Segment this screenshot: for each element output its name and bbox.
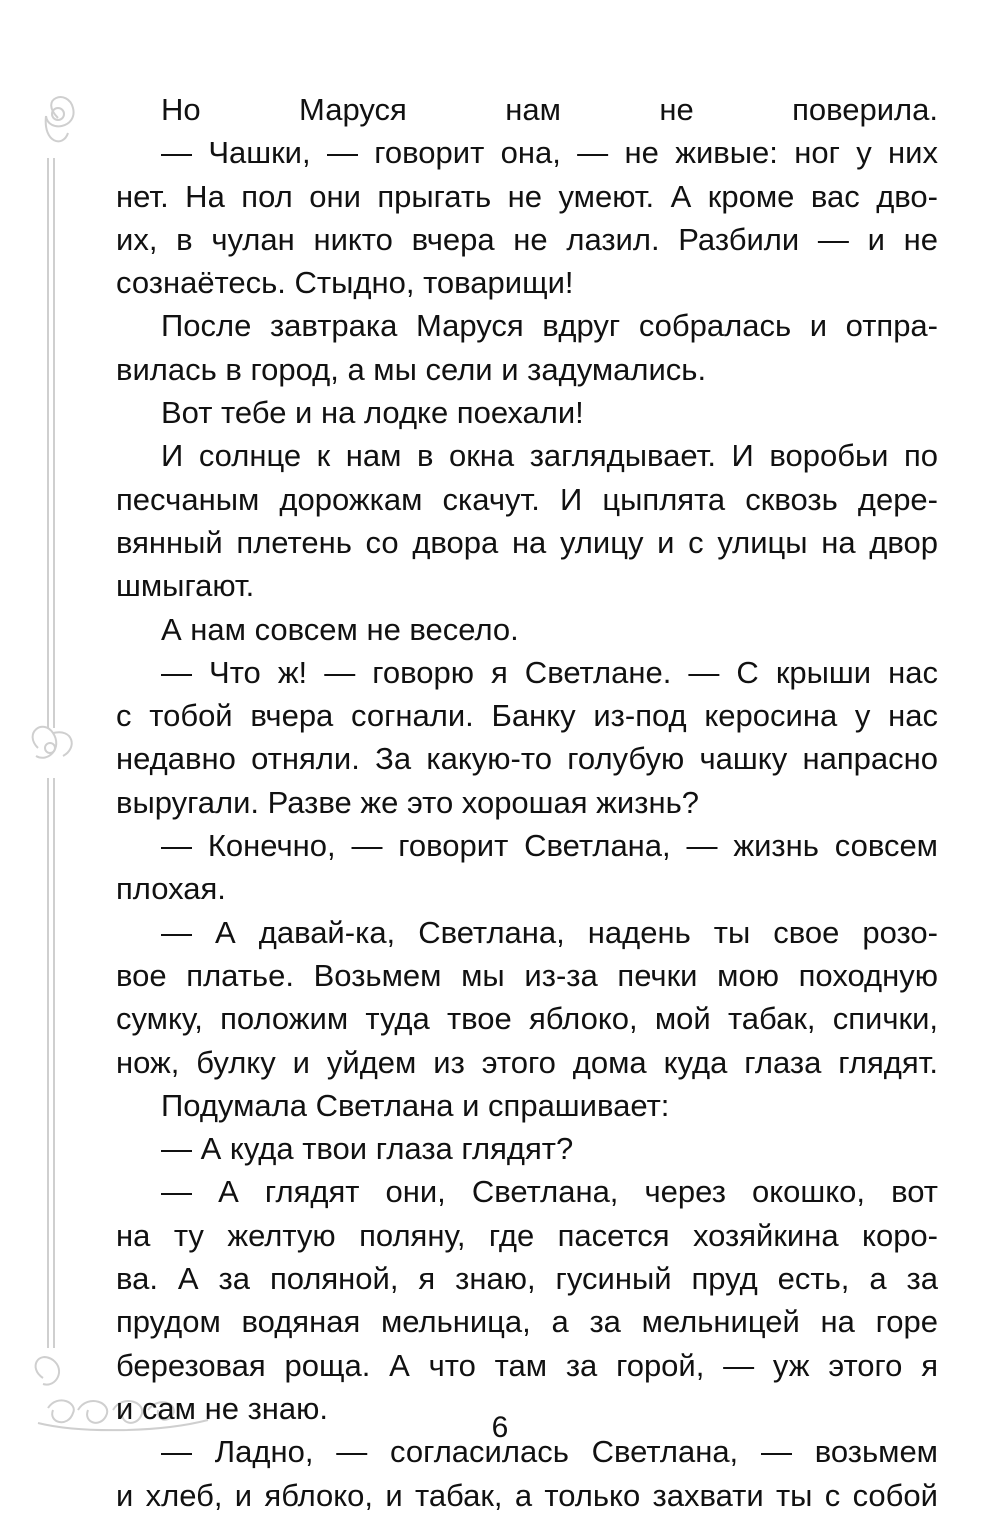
text-line: И солнце к нам в окна заглядывает. И воробьи по [161,438,938,474]
text-line: и сам не знаю. [116,1390,329,1426]
text-line: нет. На пол они прыгать не умеют. А кроме вас дво- [116,178,938,214]
text-line: сознаётесь. Стыдно, товарищи! [116,265,574,301]
text-line: плохая. [116,871,226,907]
text-line: А нам совсем не весело. [161,611,519,647]
text-line: Но Маруся нам не поверила. [161,92,938,127]
text-line: — Что ж! — говорю я Светлане. — С крыши нас [161,654,938,690]
text-line: — Ладно, — согласилась Светлана, — возьмем [161,1434,938,1470]
page-number: 6 [491,1411,509,1444]
text-line: После завтрака Маруся вдруг собралась и отпра- [161,308,938,344]
text-line: и хлеб, и яблоко, и табак, а только захвати ты с собой [116,1477,938,1513]
text-line: песчаным дорожкам скачут. И цыплята сквозь дере- [116,481,938,517]
text-line: с тобой вчера согнали. Банку из-под керосина у нас [116,698,938,734]
text-line: недавно отняли. За какую-то голубую чашку напрасно [116,741,938,777]
text-line: ва. А за поляной, я знаю, гусиный пруд есть, а за [116,1261,938,1297]
text-line: — Чашки, — говорит она, — не живые: ног у них [161,135,938,171]
text-line: выругали. Разве же это хорошая жизнь? [116,784,699,820]
text-line: Подумала Светлана и спрашивает: [161,1087,670,1123]
page-text [116,88,938,1517]
text-line: сумку, положим туда твое яблоко, мой табак, спички, [116,1001,938,1037]
text-line: — А глядят они, Светлана, через окошко, вот [161,1174,938,1210]
text-line: на ту желтую поляну, где пасется хозяйкина коро- [116,1217,938,1253]
text-line: нож, булку и уйдем из этого дома куда глаза глядят. [116,1044,938,1080]
text-line: вилась в город, а мы сели и задумались. [116,351,707,387]
text-line: прудом водяная мельница, а за мельницей на горе [116,1304,938,1340]
text-line: — А давай-ка, Светлана, надень ты свое розо- [161,914,938,950]
text-line: березовая роща. А что там за горой, — уж этого я [116,1347,938,1383]
text-line: их, в чулан никто вчера не лазил. Разбили — и не [116,221,938,257]
text-line: вянный плетень со двора на улицу и с улицы на двор [116,524,938,560]
text-line: — Конечно, — говорит Светлана, — жизнь совсем [161,828,938,864]
text-line: вое платье. Возьмем мы из-за печки мою походную [116,957,938,993]
text-line: — А куда твои глаза глядят? [161,1131,574,1167]
text-line: Вот тебе и на лодке поехали! [161,395,584,431]
text-line: шмыгают. [116,568,255,604]
